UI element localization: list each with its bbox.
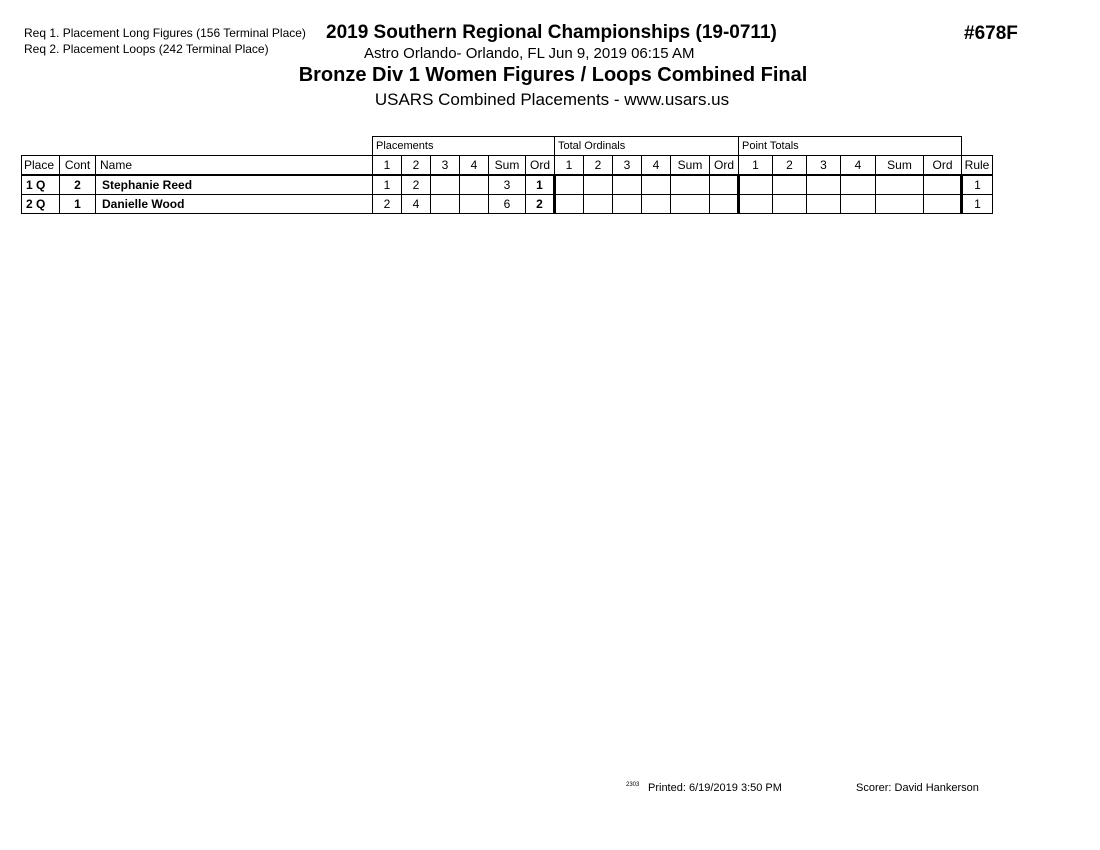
event-title: Bronze Div 1 Women Figures / Loops Combined Final: [298, 64, 808, 86]
cell-placement-4: [460, 175, 489, 195]
col-placements-2: 2: [402, 156, 431, 176]
col-placements-4: 4: [460, 156, 489, 176]
cell-point-sum: [876, 175, 924, 195]
col-placements-ord: Ord: [526, 156, 555, 176]
results-table: [21, 136, 993, 214]
cell-rule: 1: [962, 195, 993, 214]
col-rule: Rule: [962, 156, 993, 176]
table-row: [22, 175, 993, 195]
col-cont: Cont: [60, 156, 96, 176]
venue-line: Astro Orlando- Orlando, FL Jun 9, 2019 06:15 AM: [364, 45, 695, 62]
cell-name: Danielle Wood: [96, 195, 373, 214]
cell-ordinal-1: [555, 175, 584, 195]
cell-ordinal-2: [584, 195, 613, 214]
cell-point-sum: [876, 195, 924, 214]
scorer-name: Scorer: David Hankerson: [856, 782, 979, 794]
col-placements-sum: Sum: [489, 156, 526, 176]
cell-placement-1: 2: [373, 195, 402, 214]
cell-placement-3: [431, 175, 460, 195]
group-placements: Placements: [373, 137, 555, 156]
col-ordinals-1: 1: [555, 156, 584, 176]
cell-placement-ord: 2: [526, 195, 555, 214]
col-place: Place: [22, 156, 60, 176]
col-ordinals-2: 2: [584, 156, 613, 176]
cell-point-ord: [924, 195, 962, 214]
col-placements-3: 3: [431, 156, 460, 176]
cell-ordinal-ord: [710, 175, 739, 195]
cell-rule: 1: [962, 175, 993, 195]
column-header-row: [22, 156, 993, 176]
cell-placement-sum: 6: [489, 195, 526, 214]
col-points-3: 3: [807, 156, 841, 176]
usars-line: USARS Combined Placements - www.usars.us: [374, 90, 730, 109]
col-points-ord: Ord: [924, 156, 962, 176]
printed-timestamp: Printed: 6/19/2019 3:50 PM: [648, 782, 782, 794]
cell-ordinal-3: [613, 195, 642, 214]
cell-name: Stephanie Reed: [96, 175, 373, 195]
cell-ordinal-sum: [671, 195, 710, 214]
cell-place: 2 Q: [22, 195, 60, 214]
cell-place: 1 Q: [22, 175, 60, 195]
cell-ordinal-4: [642, 175, 671, 195]
requirement-1: Req 1. Placement Long Figures (156 Terminal Place): [24, 26, 306, 40]
cell-point-4: [841, 175, 876, 195]
event-number: #678F: [964, 23, 1018, 44]
cell-placement-ord: 1: [526, 175, 555, 195]
col-ordinals-sum: Sum: [671, 156, 710, 176]
cell-placement-2: 4: [402, 195, 431, 214]
cell-point-2: [773, 175, 807, 195]
cell-placement-2: 2: [402, 175, 431, 195]
col-points-1: 1: [739, 156, 773, 176]
group-total-ordinals: Total Ordinals: [555, 137, 739, 156]
cell-placement-sum: 3: [489, 175, 526, 195]
cell-point-1: [739, 175, 773, 195]
cell-cont: 1: [60, 195, 96, 214]
col-points-sum: Sum: [876, 156, 924, 176]
cell-point-2: [773, 195, 807, 214]
cell-ordinal-sum: [671, 175, 710, 195]
cell-ordinal-3: [613, 175, 642, 195]
col-ordinals-4: 4: [642, 156, 671, 176]
cell-cont: 2: [60, 175, 96, 195]
cell-point-3: [807, 175, 841, 195]
col-ordinals-ord: Ord: [710, 156, 739, 176]
cell-placement-3: [431, 195, 460, 214]
requirement-2: Req 2. Placement Loops (242 Terminal Place): [24, 42, 269, 56]
cell-point-3: [807, 195, 841, 214]
col-placements-1: 1: [373, 156, 402, 176]
cell-ordinal-2: [584, 175, 613, 195]
report-code: 2303: [626, 782, 640, 788]
cell-ordinal-ord: [710, 195, 739, 214]
cell-placement-4: [460, 195, 489, 214]
table-row: [22, 195, 993, 214]
group-point-totals: Point Totals: [739, 137, 962, 156]
col-ordinals-3: 3: [613, 156, 642, 176]
col-points-4: 4: [841, 156, 876, 176]
cell-point-1: [739, 195, 773, 214]
championship-title: 2019 Southern Regional Championships (19-0711): [326, 22, 777, 43]
col-name: Name: [96, 156, 373, 176]
cell-ordinal-1: [555, 195, 584, 214]
cell-placement-1: 1: [373, 175, 402, 195]
col-points-2: 2: [773, 156, 807, 176]
cell-ordinal-4: [642, 195, 671, 214]
cell-point-4: [841, 195, 876, 214]
cell-point-ord: [924, 175, 962, 195]
